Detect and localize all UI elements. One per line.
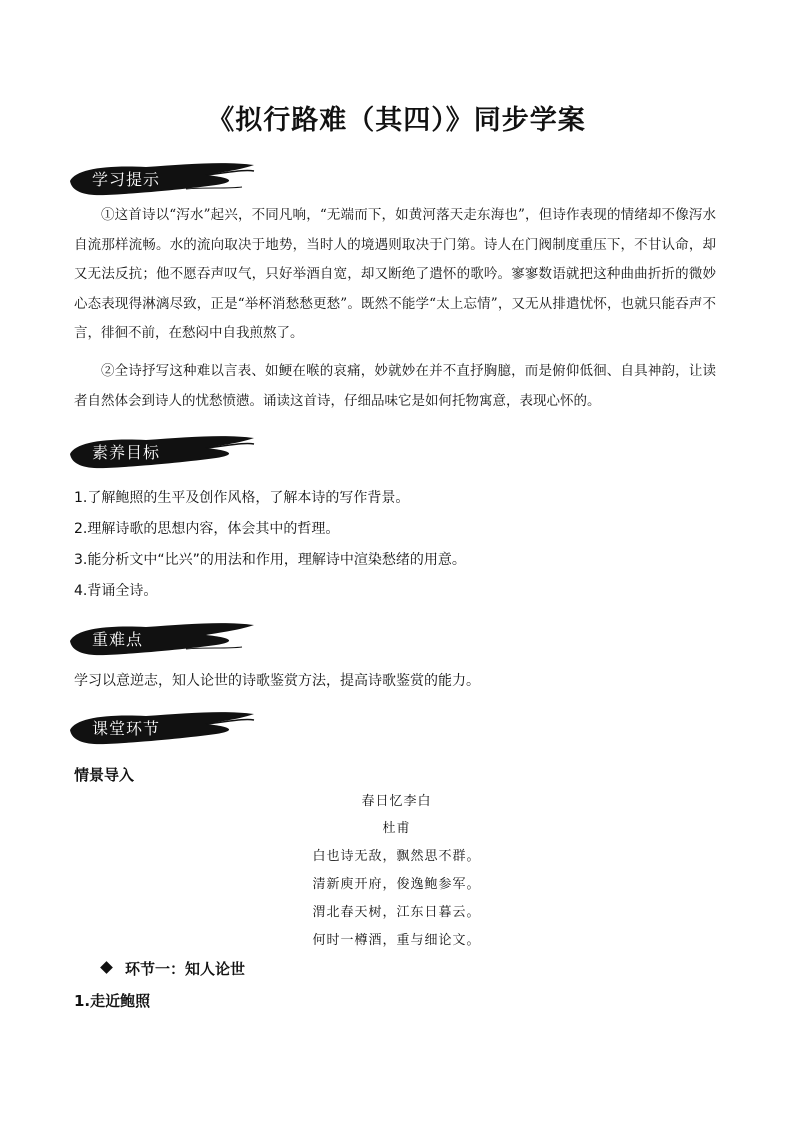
poem-title: 春日忆李白 — [361, 794, 432, 809]
poem-line: 渭北春天树，江东日暮云。 — [312, 905, 481, 920]
section-banner-goals — [66, 432, 256, 472]
step1-heading — [102, 958, 245, 979]
poem-line: 何时一樽酒，重与细论文。 — [312, 933, 481, 948]
tips-paragraph-2: ②全诗抒写这种难以言表、如鲠在喉的哀痛，妙就妙在并不直抒胸臆，而是俯仰低徊、自具神韵，让读者自然体会到诗人的忧愁愤懑。诵读这首诗，仔细品味它是如何托物寓意，表现心怀的。 — [74, 363, 716, 409]
section-label-goals: 素养目标 — [92, 443, 161, 462]
poem-line: 白也诗无敌，飘然思不群。 — [312, 849, 481, 864]
section-banner-class — [66, 708, 256, 748]
section-banner-tips — [66, 159, 256, 199]
poem-author: 杜甫 — [382, 821, 411, 836]
key-text: 学习以意逆志，知人论世的诗歌鉴赏方法，提高诗歌鉴赏的能力。 — [74, 673, 480, 689]
intro-heading: 情景导入 — [74, 766, 135, 784]
goal-item: 1.了解鲍照的生平及创作风格，了解本诗的写作背景。 — [74, 490, 410, 506]
section-banner-key — [66, 619, 256, 659]
goal-item: 4.背诵全诗。 — [74, 583, 158, 599]
goal-item: 3.能分析文中“比兴”的用法和作用，理解诗中渲染愁绪的用意。 — [74, 552, 466, 568]
step1-label: 环节一：知人论世 — [125, 960, 246, 978]
diamond-bullet-icon — [100, 961, 113, 974]
section-label-class: 课堂环节 — [92, 719, 161, 738]
section-label-key: 重难点 — [92, 630, 144, 649]
goal-item: 2.理解诗歌的思想内容，体会其中的哲理。 — [74, 521, 340, 537]
tips-paragraph-1: ①这首诗以“泻水”起兴，不同凡响，“无端而下，如黄河落天走东海也”，但诗作表现的情绪却不像泻水自流那样流畅。水的流向取决于地势，当时人的境遇则取决于门第。诗人在门阀制度重压下，不甘认命，却又无法反抗；他不愿吞声叹气，只好举酒自宽，却又断绝了遣怀的歌吟。寥寥数语就把这种曲曲折折的微妙心态表现得淋漓尽致，正是“举杯消愁愁更愁”。既然不能学“太上忘情”，又无从排遣忧怀，也就只能吞声不言，徘徊不前，在愁闷中自我煎熬了。 — [74, 207, 716, 341]
section-label-tips: 学习提示 — [92, 170, 161, 189]
page-title: 《拟行路难（其四）》同步学案 — [207, 105, 586, 136]
sub-heading: 1.走近鲍照 — [74, 992, 151, 1010]
poem-line: 清新庾开府，俊逸鲍参军。 — [312, 877, 481, 892]
